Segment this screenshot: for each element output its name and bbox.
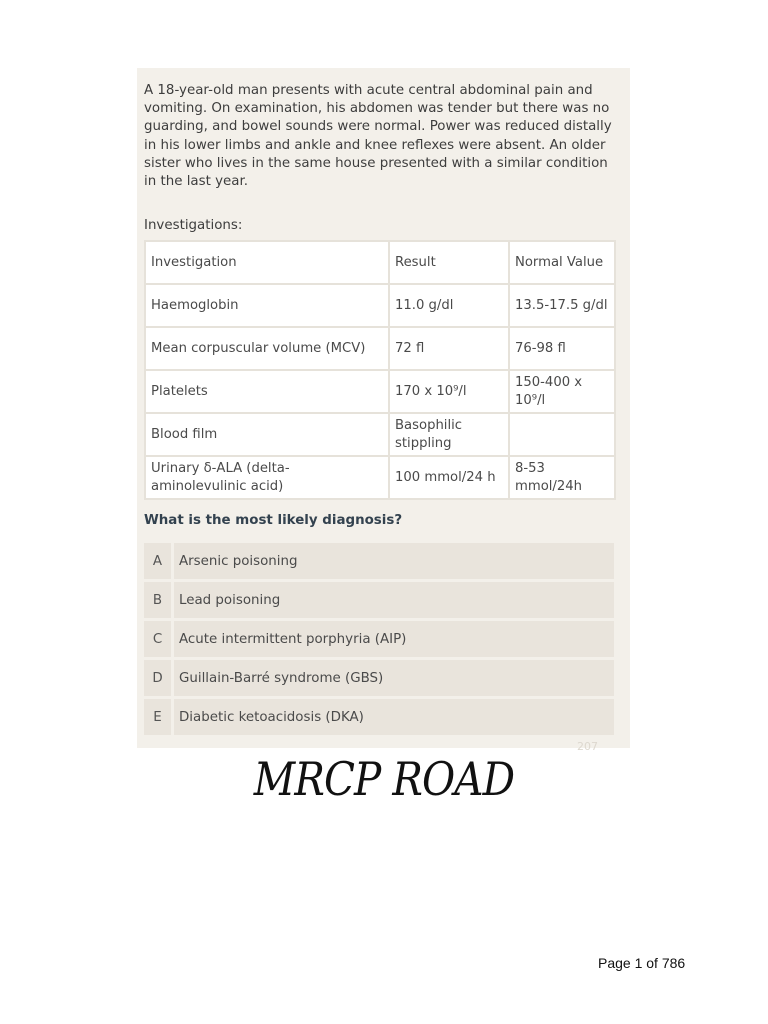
table-cell: 8-53 mmol/24h — [509, 456, 615, 499]
answer-option-b[interactable] — [144, 582, 614, 618]
table-row — [145, 284, 615, 327]
investigations-label: Investigations: — [144, 218, 243, 233]
table-cell: 170 x 10⁹/l — [389, 370, 509, 413]
table-cell: 76-98 fl — [509, 327, 615, 370]
option-text: Diabetic ketoacidosis (DKA) — [174, 699, 614, 735]
table-row — [145, 413, 615, 456]
answer-option-c[interactable] — [144, 621, 614, 657]
question-card — [137, 68, 630, 753]
table-cell: Basophilic stippling — [389, 413, 509, 456]
option-text: Acute intermittent porphyria (AIP) — [174, 621, 614, 657]
option-letter: D — [144, 660, 171, 696]
table-cell: Blood film — [145, 413, 389, 456]
table-cell: 100 mmol/24 h — [389, 456, 509, 499]
table-row — [145, 327, 615, 370]
option-letter: B — [144, 582, 171, 618]
table-row — [145, 456, 615, 499]
table-cell: 11.0 g/dl — [389, 284, 509, 327]
table-header: Investigation — [145, 241, 389, 284]
table-cell: 72 fl — [389, 327, 509, 370]
table-cell — [509, 413, 615, 456]
table-header-row — [145, 241, 615, 284]
option-letter: E — [144, 699, 171, 735]
table-header: Normal Value — [509, 241, 615, 284]
answer-option-e[interactable] — [144, 699, 614, 735]
table-header: Result — [389, 241, 509, 284]
table-cell: Haemoglobin — [145, 284, 389, 327]
table-cell: 150-400 x 10⁹/l — [509, 370, 615, 413]
answer-option-a[interactable] — [144, 543, 614, 579]
table-cell: Platelets — [145, 370, 389, 413]
question-prompt: What is the most likely diagnosis? — [144, 513, 403, 528]
table-cell: Mean corpuscular volume (MCV) — [145, 327, 389, 370]
question-stem: A 18-year-old man presents with acute central abdominal pain and vomiting. On examination, his abdomen was tender but there was no guarding, and bowel sounds were normal. Power was reduced distally in his lower limbs and ankle and knee reflexes were absent. An older sister who lives in the same house presented with a similar condition in the last year. — [144, 83, 612, 190]
option-text: Guillain-Barré syndrome (GBS) — [174, 660, 614, 696]
option-text: Arsenic poisoning — [174, 543, 614, 579]
option-text: Lead poisoning — [174, 582, 614, 618]
option-letter: A — [144, 543, 171, 579]
option-letter: C — [144, 621, 171, 657]
table-row — [145, 370, 615, 413]
table-cell: 13.5-17.5 g/dl — [509, 284, 615, 327]
card-page-number: 207 — [577, 740, 598, 753]
page-counter: Page 1 of 786 — [598, 955, 686, 971]
answer-option-d[interactable] — [144, 660, 614, 696]
brand-title: MRCP ROAD — [253, 752, 515, 806]
answer-options — [144, 543, 614, 738]
investigations-table — [144, 240, 616, 500]
table-cell: Urinary δ-ALA (delta-aminolevulinic acid) — [145, 456, 389, 499]
